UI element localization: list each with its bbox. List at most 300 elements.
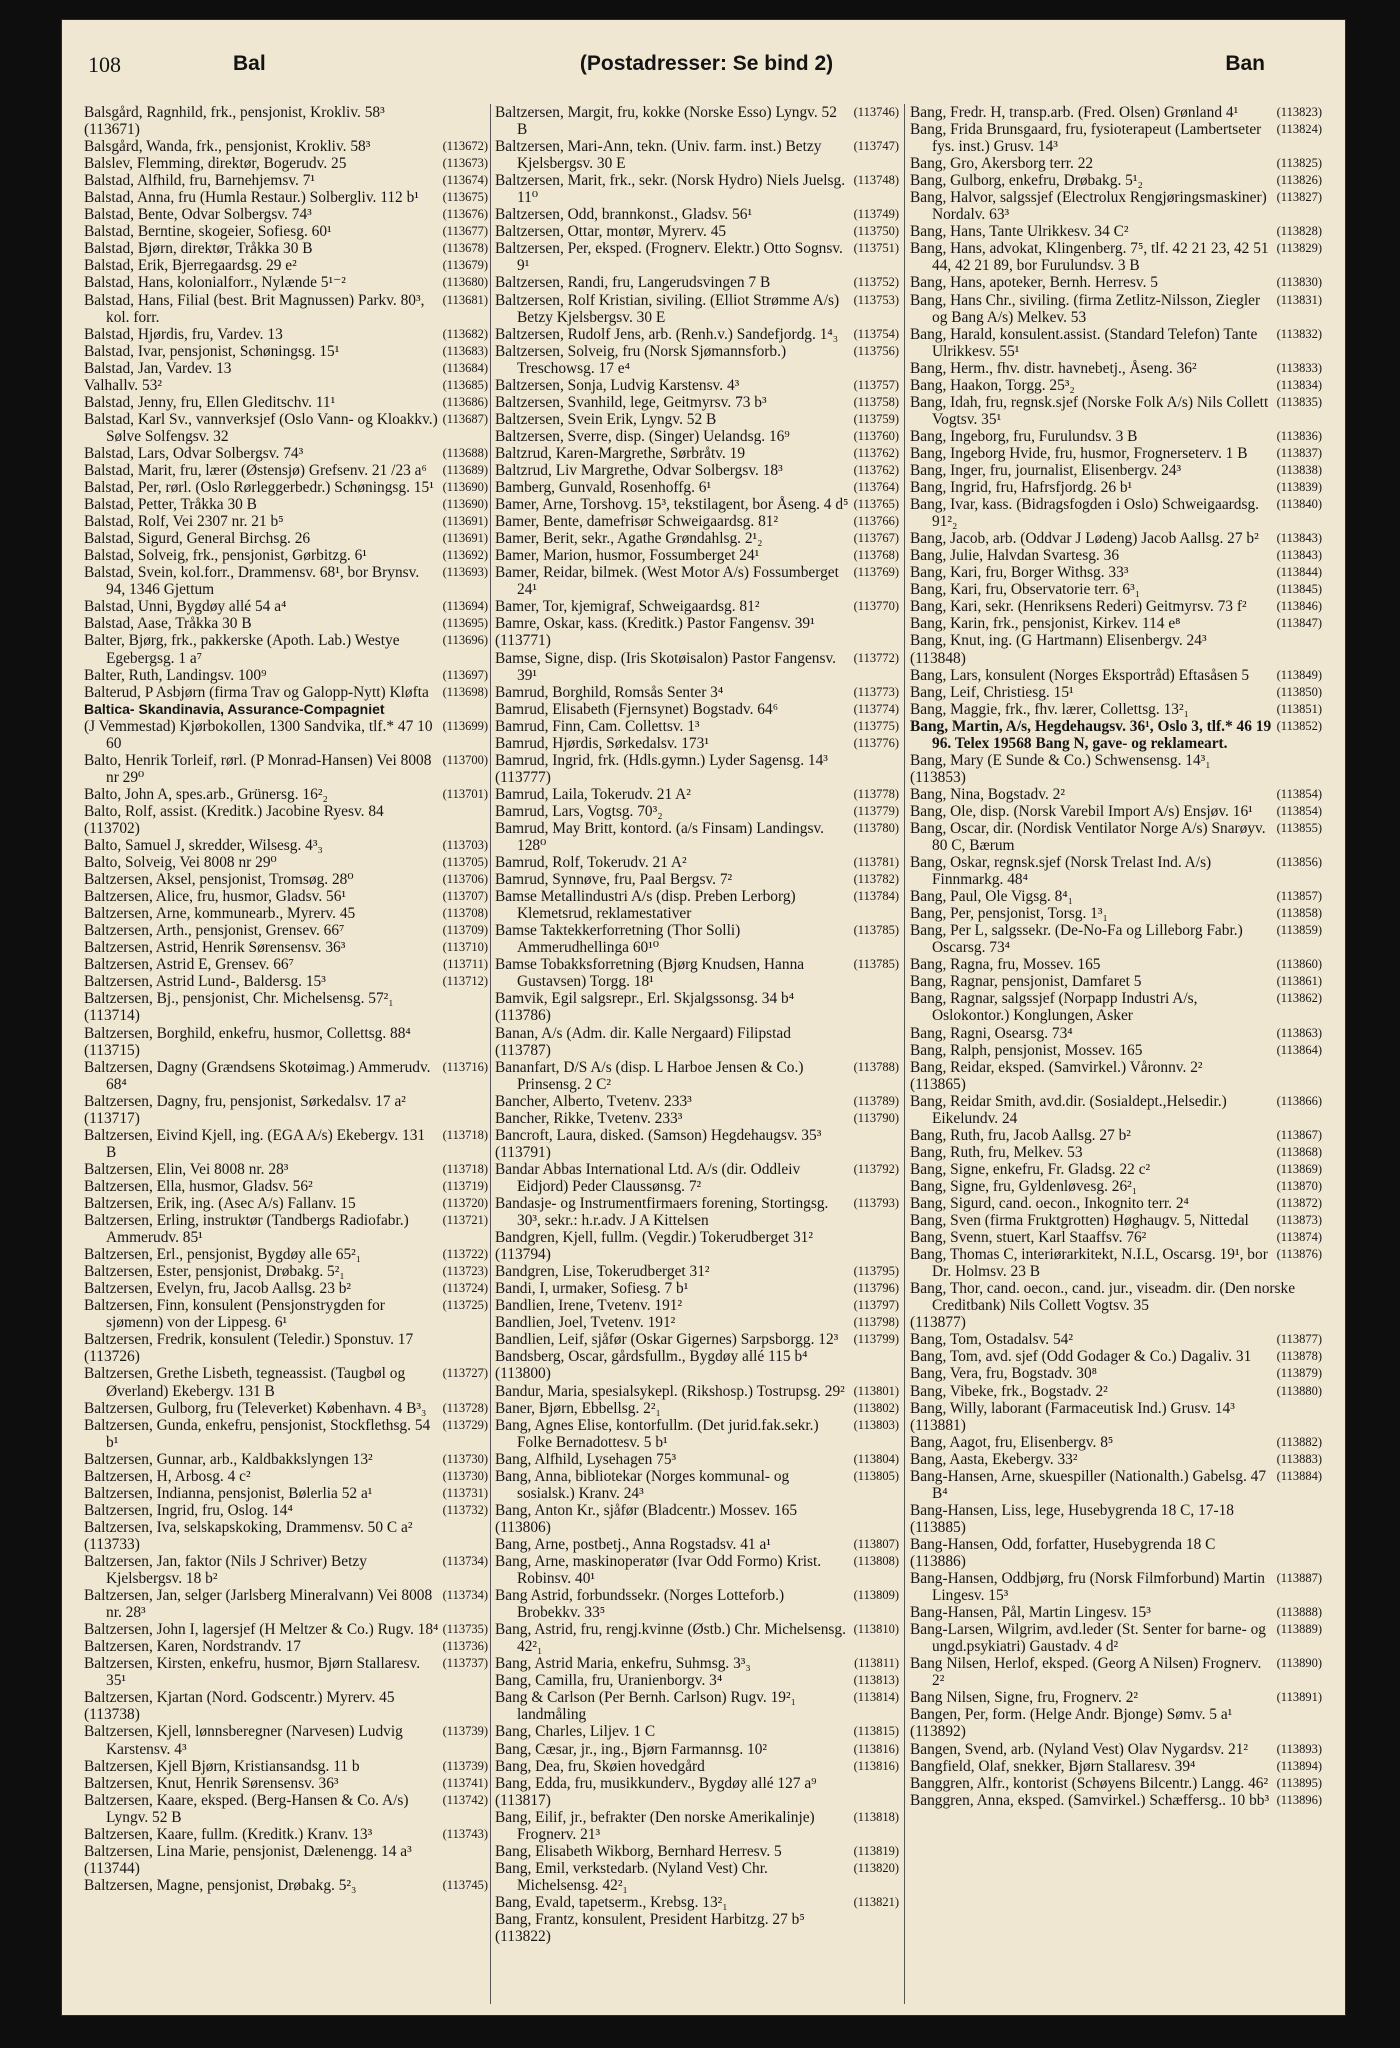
entry-number: (113867) <box>1276 1127 1322 1142</box>
entry-text: (113702) <box>84 819 140 837</box>
directory-entry <box>84 1468 488 1485</box>
directory-entry <box>84 718 488 752</box>
entry-text: (113881) <box>910 1416 966 1434</box>
entry-number: (113823) <box>1276 105 1322 119</box>
entry-number: (113825) <box>1276 156 1322 171</box>
entry-number: (113836) <box>1276 428 1322 443</box>
entry-text: Baltzersen, Borghild, enkefru, husmor, Collettsg. 88⁴ <box>84 1024 411 1042</box>
entry-text: Balstad, Petter, Tråkka 30 B <box>84 496 257 514</box>
directory-entry <box>495 1007 899 1024</box>
directory-entry <box>910 1383 1322 1400</box>
entry-text: Bang, Aagot, fru, Elisenbergv. 8⁵ <box>910 1433 1114 1451</box>
entry-number: (113844) <box>1276 565 1322 580</box>
entry-number: (113721) <box>442 1213 488 1228</box>
entry-text: Banggren, Anna, eksped. (Samvirkel.) Schæffersg.. 10 bb³ <box>910 1791 1270 1809</box>
directory-entry <box>495 854 899 871</box>
directory-entry <box>84 1587 488 1621</box>
directory-entry <box>910 701 1322 718</box>
entry-number: (113683) <box>442 343 488 358</box>
entry-text: Bang, Thomas C, interiørarkitekt, N.I.L, Oscarsg. 19¹, bor Dr. Holmsv. 23 B <box>910 1246 1268 1281</box>
directory-entry <box>495 1400 899 1417</box>
entry-text: Bang, Ralph, pensjonist, Mossev. 165 <box>910 1041 1143 1059</box>
entry-number: (113864) <box>1276 1042 1322 1057</box>
entry-text: Baltzersen, Fredrik, konsulent (Teledir.) Sponstuv. 17 <box>84 1331 414 1349</box>
entry-text: Balstad, Jenny, fru, Ellen Gleditschv. 11¹ <box>84 393 336 411</box>
entry-text: Bamse Tobakksforretning (Bjørg Knudsen, Hanna Gustavsen) Torgg. 18¹ <box>495 956 805 991</box>
entry-text: Bang, Ivar, kass. (Bidragsfogden i Oslo) Schweigaardsg. 91²₂ <box>910 496 1260 531</box>
directory-entry <box>495 1025 899 1042</box>
entry-text: Bamse, Signe, disp. (Iris Skotøisalon) Pastor Fangensv. 39¹ <box>495 649 836 684</box>
entry-text: Bamer, Reidar, bilmek. (West Motor A/s) Fossumberget 24¹ <box>495 564 839 599</box>
entry-text: Bang, Knut, ing. (G Hartmann) Elisenbergv. 24³ <box>910 632 1207 650</box>
entry-text: Baltzersen, Gulborg, fru (Televerket) København. 4 B³₃ <box>84 1399 427 1417</box>
entry-number: (113722) <box>442 1247 488 1262</box>
entry-number: (113876) <box>1276 1247 1322 1262</box>
entry-text: (113800) <box>495 1365 551 1383</box>
entry-text: Bang, Lars, konsulent (Norges Eksportråd) Eftasåsen 5 <box>910 666 1250 684</box>
directory-page <box>62 20 1345 2015</box>
directory-entry <box>495 343 899 377</box>
entry-number: (113895) <box>1276 1775 1322 1790</box>
entry-number: (113863) <box>1276 1025 1322 1040</box>
entry-number: (113896) <box>1276 1792 1322 1807</box>
directory-entry <box>495 1348 899 1365</box>
directory-entry <box>84 326 488 343</box>
entry-number: (113813) <box>853 1673 899 1688</box>
directory-entry <box>84 1007 488 1024</box>
entry-number: (113765) <box>853 497 899 512</box>
entry-text: Baltzersen, Rolf Kristian, siviling. (Elliot Strømme A/s) Betzy Kjelsbergsv. 30 E <box>495 291 840 326</box>
entry-text: Bang, Willy, laborant (Farmaceutisk Ind.) Grusv. 14³ <box>910 1399 1235 1417</box>
directory-entry <box>495 735 899 752</box>
directory-entry <box>84 1263 488 1280</box>
entry-number: (113780) <box>853 820 899 835</box>
entry-text: Bamrud, Laila, Tokerudv. 21 A² <box>495 785 691 803</box>
entry-number: (113828) <box>1276 224 1322 239</box>
entry-number: (113793) <box>853 1196 899 1210</box>
entry-text: Bang, Gulborg, enkefru, Drøbakg. 5¹₂ <box>910 172 1143 190</box>
entry-text: Balstad, Rolf, Vei 2307 nr. 21 b⁵ <box>84 513 284 531</box>
directory-entry <box>495 445 899 462</box>
entry-text: Bang, Frantz, konsulent, President Harbitzg. 27 b⁵ <box>495 1910 805 1928</box>
entry-number: (113690) <box>442 497 488 512</box>
entry-text: Baltzersen, Solveig, fru (Norsk Sjømannsforb.) Treschowsg. 17 e⁴ <box>495 342 787 377</box>
entry-text: Balter, Ruth, Landingsv. 100⁹ <box>84 666 267 684</box>
directory-entry <box>495 1723 899 1740</box>
entry-number: (113747) <box>853 139 899 154</box>
entry-number: (113781) <box>853 855 899 870</box>
column-2 <box>495 104 899 1945</box>
entry-text: Baltzersen, Gunnar, arb., Kaldbakkslyngen 13² <box>84 1450 373 1468</box>
directory-entry <box>910 326 1322 360</box>
entry-number: (113854) <box>1276 786 1322 801</box>
directory-entry <box>495 1451 899 1468</box>
entry-number: (113770) <box>853 599 899 614</box>
entry-text: Bamse Taktekkerforretning (Thor Solli) Ammerudhellinga 60¹⁰ <box>495 922 741 957</box>
directory-entry <box>495 1519 899 1536</box>
directory-entry <box>84 615 488 632</box>
entry-number: (113754) <box>853 326 899 341</box>
entry-text: Bancher, Alberto, Tvetenv. 233³ <box>495 1092 692 1110</box>
entry-text: Balstad, Svein, kol.forr., Drammensv. 68¹, bor Brynsv. 94, 1346 Gjettum <box>84 564 420 599</box>
entry-number: (113821) <box>853 1894 899 1909</box>
entry-text: (113885) <box>910 1518 966 1536</box>
directory-entry <box>84 1638 488 1655</box>
directory-entry <box>495 820 899 854</box>
directory-entry <box>84 1826 488 1843</box>
directory-entry <box>910 1536 1322 1553</box>
entry-text: Baltzersen, Erl., pensjonist, Bygdøy alle 65²₁ <box>84 1246 362 1264</box>
directory-entry <box>84 394 488 411</box>
directory-entry <box>910 428 1322 445</box>
directory-entry <box>495 1758 899 1775</box>
directory-entry <box>495 1297 899 1314</box>
directory-entry <box>495 1502 899 1519</box>
entry-number: (113745) <box>442 1877 488 1892</box>
entry-text: (113714) <box>84 1007 140 1025</box>
entry-text: Bang, Reidar, eksped. (Samvirkel.) Våronnv. 2² <box>910 1058 1203 1076</box>
entry-number: (113854) <box>1276 803 1322 818</box>
directory-entry <box>495 1161 899 1195</box>
entry-number: (113753) <box>853 292 899 307</box>
entry-text: Bang, Thor, cand. oecon., cand. jur., viseadm. dir. (Den norske Creditbank) Nils Collett Vogtsv. 35 <box>910 1280 1296 1315</box>
directory-entry <box>84 1127 488 1161</box>
entry-text: Baltzersen, Arne, kommunearb., Myrerv. 45 <box>84 905 356 923</box>
entry-text: Bang Nilsen, Signe, fru, Frognerv. 2² <box>910 1689 1139 1707</box>
entry-text: Baltzersen, Kjartan (Nord. Godscentr.) Myrerv. 45 <box>84 1689 395 1707</box>
directory-entry <box>84 292 488 326</box>
directory-entry <box>84 1860 488 1877</box>
entry-text: Bang, Per L, salgssekr. (De-No-Fa og Lilleborg Fabr.) Oscarsg. 73⁴ <box>910 922 1243 957</box>
entry-number: (113882) <box>1276 1434 1322 1449</box>
directory-entry <box>910 752 1322 769</box>
entry-number: (113677) <box>442 224 488 239</box>
entry-text: (113892) <box>910 1723 966 1741</box>
entry-text: Baltzersen, Ester, pensjonist, Drøbakg. 5²₁ <box>84 1263 345 1281</box>
entry-text: Balto, John A, spes.arb., Grünersg. 16²₂ <box>84 785 328 803</box>
entry-text: Bang, Hans, apoteker, Bernh. Herresv. 5 <box>910 274 1158 292</box>
entry-number: (113673) <box>442 156 488 171</box>
directory-entry <box>84 240 488 257</box>
entry-text: Bang-Hansen, Arne, skuespiller (Nationalth.) Gabelsg. 47 B⁴ <box>910 1467 1267 1502</box>
directory-entry <box>84 752 488 786</box>
directory-entry <box>495 1587 899 1621</box>
entry-text: Bang, Idah, fru, regnsk.sjef (Norske Folk A/s) Nils Collett Vogtsv. 35¹ <box>910 393 1269 428</box>
directory-entry <box>910 530 1322 547</box>
entry-number: (113843) <box>1276 531 1322 546</box>
entry-number: (113809) <box>853 1588 899 1603</box>
entry-text: Bang, Herm., fhv. distr. havnebetj., Åseng. 36² <box>910 359 1197 377</box>
directory-entry <box>495 1246 899 1263</box>
entry-number: (113798) <box>853 1315 899 1330</box>
entry-text: Balstad, Per, rørl. (Oslo Rørleggerbedr.) Schøningsg. 15¹ <box>84 479 434 497</box>
directory-entry <box>495 1741 899 1758</box>
directory-entry <box>495 530 899 547</box>
directory-entry <box>84 445 488 462</box>
directory-entry <box>84 1042 488 1059</box>
entry-text: Bang, Vera, fru, Bogstadv. 30⁸ <box>910 1365 1098 1383</box>
entry-text: Balsgård, Ragnhild, frk., pensjonist, Krokliv. 58³ <box>84 104 385 121</box>
entry-number: (113693) <box>442 565 488 580</box>
entry-text: Bang Astrid, forbundssekr. (Norges Lotteforb.) Brobekkv. 33⁵ <box>495 1587 785 1622</box>
directory-entry <box>495 1655 899 1672</box>
directory-entry <box>910 1553 1322 1570</box>
directory-entry <box>495 1280 899 1297</box>
entry-number: (113856) <box>1276 855 1322 870</box>
entry-text: Banggren, Alfr., kontorist (Schøyens Bilcentr.) Langg. 46² <box>910 1774 1269 1792</box>
entry-text: Bang, Inger, fru, journalist, Elisenbergv. 24³ <box>910 461 1182 479</box>
entry-text: Baltzersen, Kaare, eksped. (Berg-Hansen & Co. A/s) Lyngv. 52 B <box>84 1791 409 1826</box>
directory-entry <box>84 1178 488 1195</box>
directory-entry <box>84 922 488 939</box>
directory-entry <box>910 121 1322 155</box>
entry-number: (113725) <box>442 1298 488 1313</box>
entry-text: Bang, Ragnar, salgssjef (Norpapp Industri A/s, Oslokontor.) Konglungen, Asker <box>910 990 1198 1025</box>
entry-number: (113701) <box>442 786 488 801</box>
entry-text: Bancher, Rikke, Tvetenv. 233³ <box>495 1109 683 1127</box>
entry-text: Bang, Jacob, arb. (Oddvar J Lødeng) Jacob Aallsg. 27 b² <box>910 530 1259 548</box>
directory-entry <box>910 1792 1322 1809</box>
entry-text: Bang, Agnes Elise, kontorfullm. (Det jurid.fak.sekr.) Folke Bernadottesv. 5 b¹ <box>495 1416 819 1451</box>
entry-number: (113834) <box>1276 377 1322 392</box>
directory-entry <box>910 189 1322 223</box>
directory-entry <box>910 1468 1322 1502</box>
entry-text: Balstad, Unni, Bygdøy allé 54 a⁴ <box>84 598 287 616</box>
entry-number: (113878) <box>1276 1349 1322 1364</box>
directory-entry <box>495 104 899 138</box>
entry-text: Bang, Haakon, Torgg. 25³₂ <box>910 376 1075 394</box>
directory-entry <box>84 973 488 990</box>
entry-text: Bamberg, Gunvald, Rosenhoffg. 6¹ <box>495 479 712 497</box>
directory-entry <box>495 1042 899 1059</box>
entry-number: (113830) <box>1276 275 1322 290</box>
directory-entry <box>495 377 899 394</box>
directory-entry <box>910 1434 1322 1451</box>
directory-entry <box>910 496 1322 530</box>
entry-text: Baltzersen, Dagny (Grændsens Skotøimag.) Ammerudv. 68⁴ <box>84 1058 431 1093</box>
directory-entry <box>495 1843 899 1860</box>
directory-entry <box>910 1042 1322 1059</box>
directory-entry <box>495 1127 899 1144</box>
directory-entry <box>910 1417 1322 1434</box>
directory-entry <box>495 956 899 990</box>
directory-entry <box>910 1519 1322 1536</box>
entry-text: Baltzersen, John I, lagersjef (H Meltzer & Co.) Rugv. 18⁴ <box>84 1621 439 1639</box>
directory-entry <box>495 326 899 343</box>
entry-text: Baltzersen, Evelyn, fru, Jacob Aallsg. 23 b² <box>84 1280 352 1298</box>
entry-text: Bang, Vibeke, frk., Bogstadv. 2² <box>910 1382 1108 1400</box>
entry-text: Baltzersen, Erling, instruktør (Tandbergs Radiofabr.) Ammerudv. 85¹ <box>84 1212 409 1247</box>
directory-entry <box>495 172 899 206</box>
entry-number: (113674) <box>442 173 488 188</box>
entry-text: Bamer, Berit, sekr., Agathe Grøndahlsg. 2¹₂ <box>495 530 763 548</box>
directory-entry <box>84 206 488 223</box>
entry-text: Balstad, Alfhild, fru, Barnehjemsv. 7¹ <box>84 172 316 190</box>
directory-entry <box>495 1331 899 1348</box>
entry-number: (113720) <box>442 1196 488 1210</box>
entry-text: (113715) <box>84 1041 140 1059</box>
directory-entry <box>84 1485 488 1502</box>
entry-text: Baltzersen, Kaare, fullm. (Kreditk.) Kranv. 13³ <box>84 1825 373 1843</box>
entry-number: (113751) <box>853 241 899 256</box>
entry-number: (113769) <box>853 565 899 580</box>
entry-text: Baltzersen, Alice, fru, husmor, Gladsv. 56¹ <box>84 888 347 906</box>
directory-entry <box>910 1161 1322 1178</box>
column-3 <box>910 104 1322 1809</box>
directory-entry <box>910 990 1322 1024</box>
entry-text: Baltzersen, Dagny, fru, pensjonist, Sørkedalsv. 17 a² <box>84 1092 406 1110</box>
directory-entry <box>495 206 899 223</box>
column-divider <box>490 104 491 2004</box>
directory-entry <box>910 598 1322 615</box>
directory-entry <box>495 598 899 615</box>
entry-text: Baltzersen, Mari-Ann, tekn. (Univ. farm. inst.) Betzy Kjelsbergsv. 30 E <box>495 138 822 173</box>
directory-entry <box>910 786 1322 803</box>
directory-entry <box>495 1672 899 1689</box>
entry-text: Bang, Ragnar, pensjonist, Damfaret 5 <box>910 973 1142 991</box>
entry-text: Bamrud, Ingrid, frk. (Hdls.gymn.) Lyder Sagensg. 14³ <box>495 751 828 769</box>
directory-entry <box>495 615 899 632</box>
entry-number: (113774) <box>853 701 899 716</box>
directory-entry <box>910 1229 1322 1246</box>
directory-entry <box>84 1689 488 1706</box>
entry-number: (113696) <box>442 633 488 648</box>
entry-number: (113811) <box>854 1656 899 1671</box>
directory-entry <box>910 547 1322 564</box>
directory-entry <box>910 905 1322 922</box>
entry-text: Baltzersen, H, Arbosg. 4 c² <box>84 1467 251 1485</box>
entry-text: Bang, Arne, postbetj., Anna Rogstadsv. 41 a¹ <box>495 1535 771 1553</box>
entry-text: Bang, Ole, disp. (Norsk Varebil Import A/s) Ensjøv. 16¹ <box>910 802 1253 820</box>
entry-number: (113705) <box>442 855 488 870</box>
entry-number: (113697) <box>442 667 488 682</box>
entry-number: (113730) <box>442 1451 488 1466</box>
entry-number: (113708) <box>442 906 488 921</box>
directory-entry <box>84 172 488 189</box>
entry-number: (113736) <box>442 1639 488 1654</box>
entry-text: Baner, Bjørn, Ebbellsg. 2²₁ <box>495 1399 661 1417</box>
entry-text: Bandi, I, urmaker, Sofiesg. 7 b¹ <box>495 1280 689 1298</box>
entry-text: Baltzrud, Karen-Margrethe, Sørbråtv. 19 <box>495 444 746 462</box>
entry-text: Baltzersen, Arth., pensjonist, Grensev. 66⁷ <box>84 922 345 940</box>
directory-entry <box>910 1604 1322 1621</box>
entry-number: (113684) <box>442 360 488 375</box>
entry-text: Baltzersen, Iva, selskapskoking, Drammensv. 50 C a² <box>84 1518 413 1536</box>
entry-text: (113877) <box>910 1314 966 1332</box>
entry-number: (113729) <box>442 1417 488 1432</box>
directory-entry <box>495 786 899 803</box>
entry-text: (113794) <box>495 1246 551 1264</box>
directory-entry <box>84 1536 488 1553</box>
entry-text: Bang, Astrid Maria, enkefru, Suhmsg. 3³₃ <box>495 1655 751 1673</box>
entry-text: (113853) <box>910 768 966 786</box>
entry-number: (113707) <box>442 889 488 904</box>
directory-entry <box>84 1417 488 1451</box>
entry-text: Baltzersen, Ella, husmor, Gladsv. 56² <box>84 1177 313 1195</box>
directory-entry <box>84 121 488 138</box>
entry-text: Baltzersen, Ottar, montør, Myrerv. 45 <box>495 223 727 241</box>
directory-entry <box>84 479 488 496</box>
directory-entry <box>495 650 899 684</box>
entry-text: Baltzersen, Indianna, pensjonist, Bølerlia 52 a¹ <box>84 1484 373 1502</box>
entry-text: Balslev, Flemming, direktør, Bogerudv. 25 <box>84 155 347 173</box>
entry-text: Bang Nilsen, Herlof, eksped. (Georg A Nilsen) Frognerv. 2² <box>910 1655 1262 1690</box>
entry-text: Bang, Reidar Smith, avd.dir. (Sosialdept.,Helsedir.) Eikelundv. 24 <box>910 1092 1227 1127</box>
entry-text: Bandlien, Leif, sjåfør (Oskar Gigernes) Sarpsborgg. 12³ <box>495 1331 839 1349</box>
directory-entry <box>910 718 1322 752</box>
entry-number: (113816) <box>853 1758 899 1773</box>
directory-entry <box>910 1451 1322 1468</box>
entry-number: (113688) <box>442 445 488 460</box>
entry-number: (113776) <box>853 735 899 750</box>
entry-text: Bang-Larsen, Wilgrim, avd.leder (St. Senter for barne- og ungd.psykiatri) Gaustadv. 4 d² <box>910 1621 1266 1656</box>
entry-number: (113682) <box>442 326 488 341</box>
directory-entry <box>910 1314 1322 1331</box>
directory-entry <box>84 888 488 905</box>
entry-text: Banan, A/s (Adm. dir. Kalle Nergaard) Filipstad <box>495 1024 791 1042</box>
entry-text: Baltzersen, Finn, konsulent (Pensjonstrygden for sjømenn) von der Lippesg. 6¹ <box>84 1297 385 1332</box>
entry-text: Bang, Camilla, fru, Uranienborgv. 3⁴ <box>495 1672 723 1690</box>
entry-text: Bandar Abbas International Ltd. A/s (dir. Oddleiv Eidjord) Peder Claussønsg. 7² <box>495 1160 801 1195</box>
entry-number: (113893) <box>1276 1741 1322 1756</box>
directory-entry <box>495 922 899 956</box>
entry-number: (113728) <box>442 1400 488 1415</box>
entry-number: (113734) <box>442 1553 488 1568</box>
directory-entry <box>495 1417 899 1451</box>
entry-number: (113890) <box>1276 1656 1322 1671</box>
entry-text: Baltzersen, Astrid Lund-, Baldersg. 15³ <box>84 973 326 991</box>
directory-entry <box>84 854 488 871</box>
directory-entry <box>910 1502 1322 1519</box>
entry-text: Bamrud, Elisabeth (Fjernsynet) Bogstadv. 64⁶ <box>495 700 779 718</box>
directory-entry <box>84 564 488 598</box>
directory-entry <box>910 462 1322 479</box>
entry-text: Bang, Ingeborg, fru, Furulundsv. 3 B <box>910 427 1138 445</box>
entry-text: Bang, Anna, bibliotekar (Norges kommunal- og sosialsk.) Kranv. 24³ <box>495 1467 790 1502</box>
entry-number: (113731) <box>442 1485 488 1500</box>
entry-text: Baltzersen, Svanhild, lege, Geitmyrsv. 73 b³ <box>495 393 767 411</box>
directory-entry <box>910 1195 1322 1212</box>
entry-text: Bang, Gro, Akersborg terr. 22 <box>910 155 1094 173</box>
directory-entry <box>495 684 899 701</box>
entry-number: (113709) <box>442 923 488 938</box>
directory-entry <box>84 1161 488 1178</box>
entry-number: (113847) <box>1276 616 1322 631</box>
entry-text: (113744) <box>84 1859 140 1877</box>
entry-number: (113785) <box>853 923 899 938</box>
entry-number: (113758) <box>853 394 899 409</box>
entry-number: (113695) <box>442 616 488 631</box>
entry-text: (113886) <box>910 1552 966 1570</box>
entry-number: (113819) <box>853 1843 899 1858</box>
entry-number: (113845) <box>1276 582 1322 597</box>
directory-entry <box>84 1280 488 1297</box>
directory-entry <box>910 155 1322 172</box>
entry-number: (113686) <box>442 394 488 409</box>
entry-text: Bang, Oscar, dir. (Nordisk Ventilator Norge A/s) Snarøyv. 80 C, Bærum <box>910 819 1266 855</box>
directory-entry <box>84 1655 488 1689</box>
directory-entry <box>910 803 1322 820</box>
directory-entry <box>910 479 1322 496</box>
directory-entry <box>910 1723 1322 1740</box>
directory-entry <box>910 1025 1322 1042</box>
entry-text: Bamer, Tor, kjemigraf, Schweigaardsg. 81² <box>495 598 760 616</box>
entry-text: Balto, Samuel J, skredder, Wilsesg. 4³₃ <box>84 837 323 855</box>
directory-entry <box>495 1144 899 1161</box>
entry-number: (113862) <box>1276 991 1322 1006</box>
directory-entry <box>84 990 488 1007</box>
entry-number: (113868) <box>1276 1144 1322 1159</box>
